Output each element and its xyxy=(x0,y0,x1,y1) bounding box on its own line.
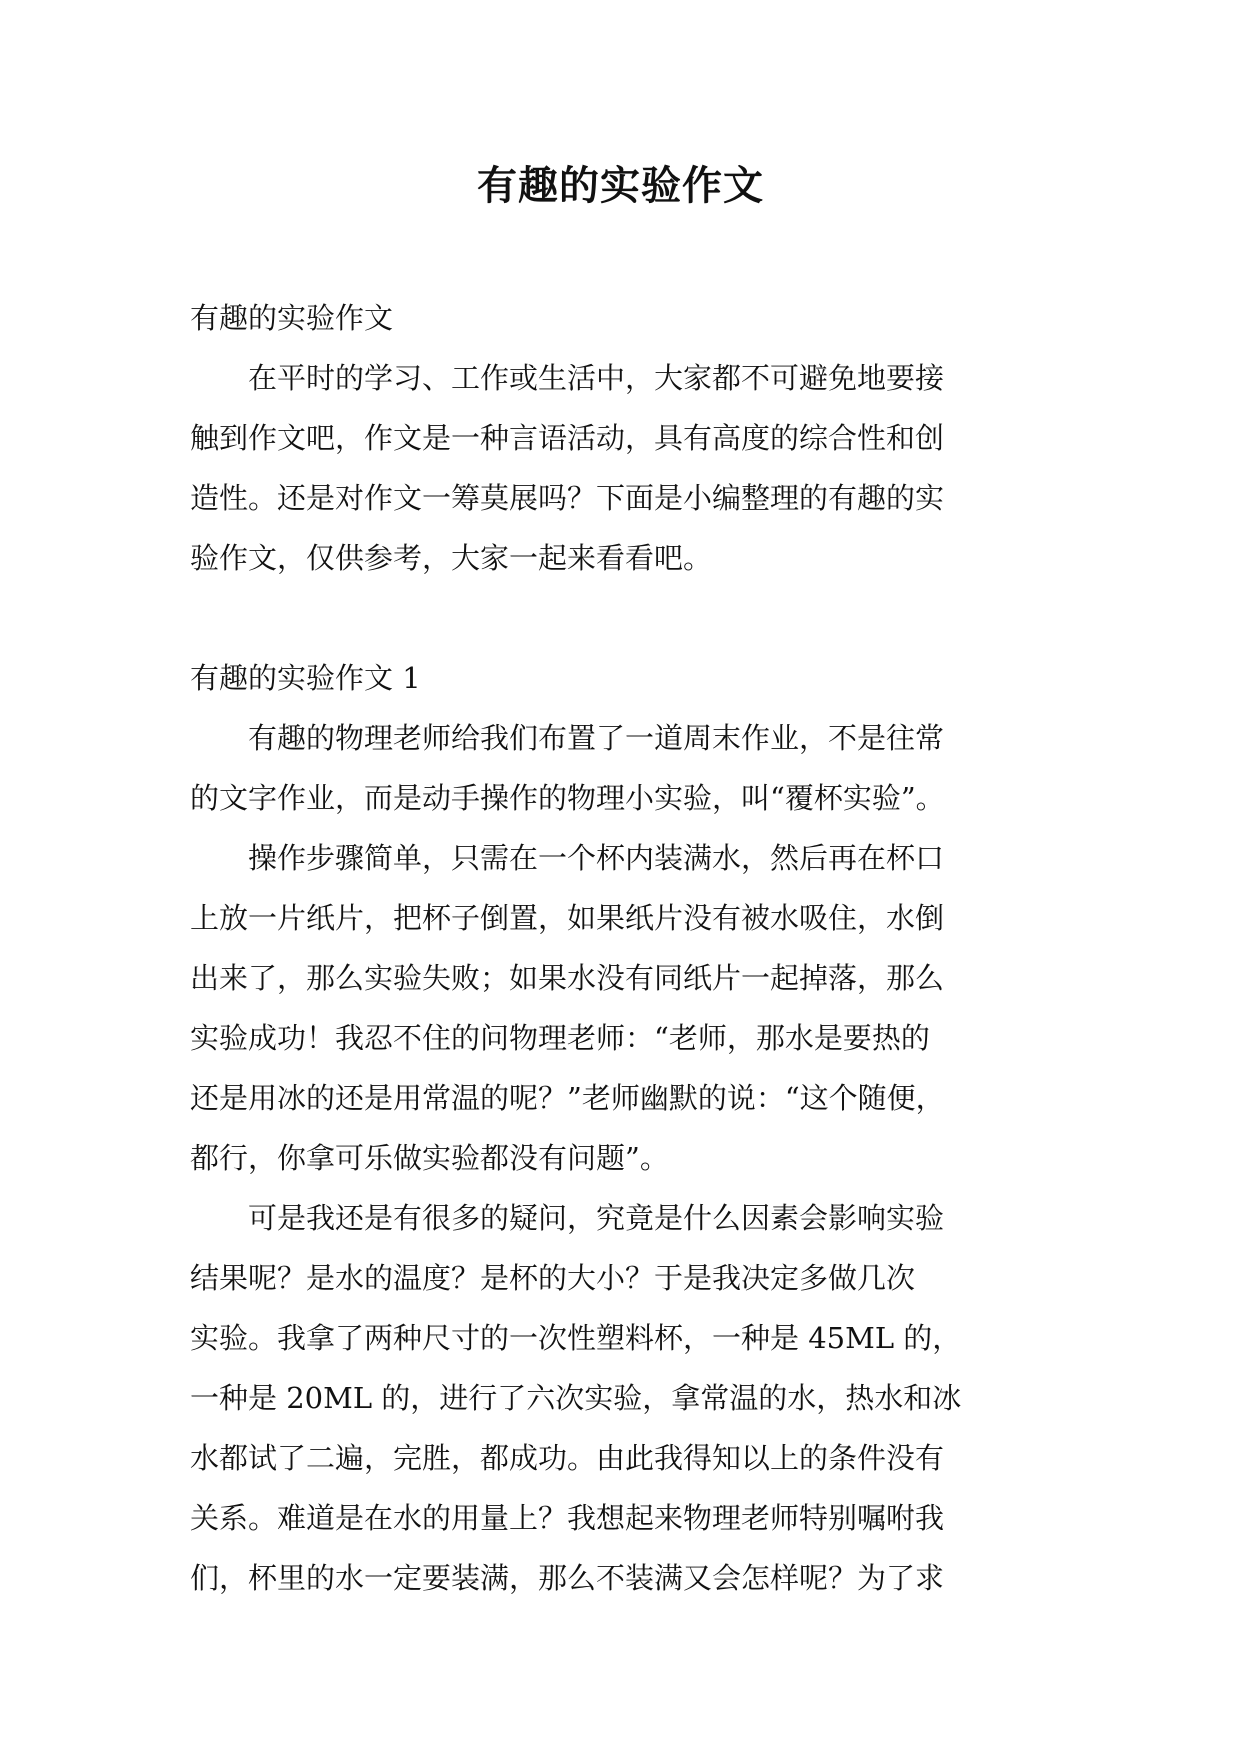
paragraph-spacer xyxy=(190,588,1070,648)
text-line: 造性。还是对作文一筹莫展吗？下面是小编整理的有趣的实 xyxy=(190,481,945,515)
intro-heading: 有趣的实验作文 xyxy=(190,301,394,335)
text-line: 有趣的物理老师给我们布置了一道周末作业，不是往常 xyxy=(190,721,945,755)
text-line: 在平时的学习、工作或生活中，大家都不可避免地要接 xyxy=(190,361,945,395)
text-line: 实验成功！我忍不住的问物理老师：“老师，那水是要热的 xyxy=(190,1021,930,1055)
section-body xyxy=(190,708,1070,1608)
text-line: 可是我还是有很多的疑问，究竟是什么因素会影响实验 xyxy=(190,1201,945,1235)
text-line: 出来了，那么实验失败；如果水没有同纸片一起掉落，那么 xyxy=(190,961,945,995)
text-line: 验作文，仅供参考，大家一起来看看吧。 xyxy=(190,541,713,575)
text-line: 实验。我拿了两种尺寸的一次性塑料杯，一种是 45ML 的， xyxy=(190,1321,962,1355)
text-line: 结果呢？是水的温度？是杯的大小？于是我决定多做几次 xyxy=(190,1261,916,1295)
text-line: 还是用冰的还是用常温的呢？”老师幽默的说：“这个随便， xyxy=(190,1081,945,1115)
text-line: 关系。难道是在水的用量上？我想起来物理老师特别嘱咐我 xyxy=(190,1501,945,1535)
text-line: 水都试了二遍，完胜，都成功。由此我得知以上的条件没有 xyxy=(190,1441,945,1475)
text-line: 都行，你拿可乐做实验都没有问题”。 xyxy=(190,1141,669,1175)
text-line: 一种是 20ML 的，进行了六次实验，拿常温的水，热水和冰 xyxy=(190,1381,962,1415)
text-line: 们，杯里的水一定要装满，那么不装满又会怎样呢？为了求 xyxy=(190,1561,945,1595)
text-line: 上放一片纸片，把杯子倒置，如果纸片没有被水吸住，水倒 xyxy=(190,901,945,935)
text-line: 触到作文吧，作文是一种言语活动，具有高度的综合性和创 xyxy=(190,421,945,455)
section-heading: 有趣的实验作文 1 xyxy=(190,661,421,695)
intro-paragraph xyxy=(190,348,1070,588)
document-body xyxy=(190,288,1070,1608)
document-title: 有趣的实验作文 xyxy=(477,162,764,209)
text-line: 的文字作业，而是动手操作的物理小实验，叫“覆杯实验”。 xyxy=(190,781,945,815)
text-line: 操作步骤简单，只需在一个杯内装满水，然后再在杯口 xyxy=(190,841,945,875)
